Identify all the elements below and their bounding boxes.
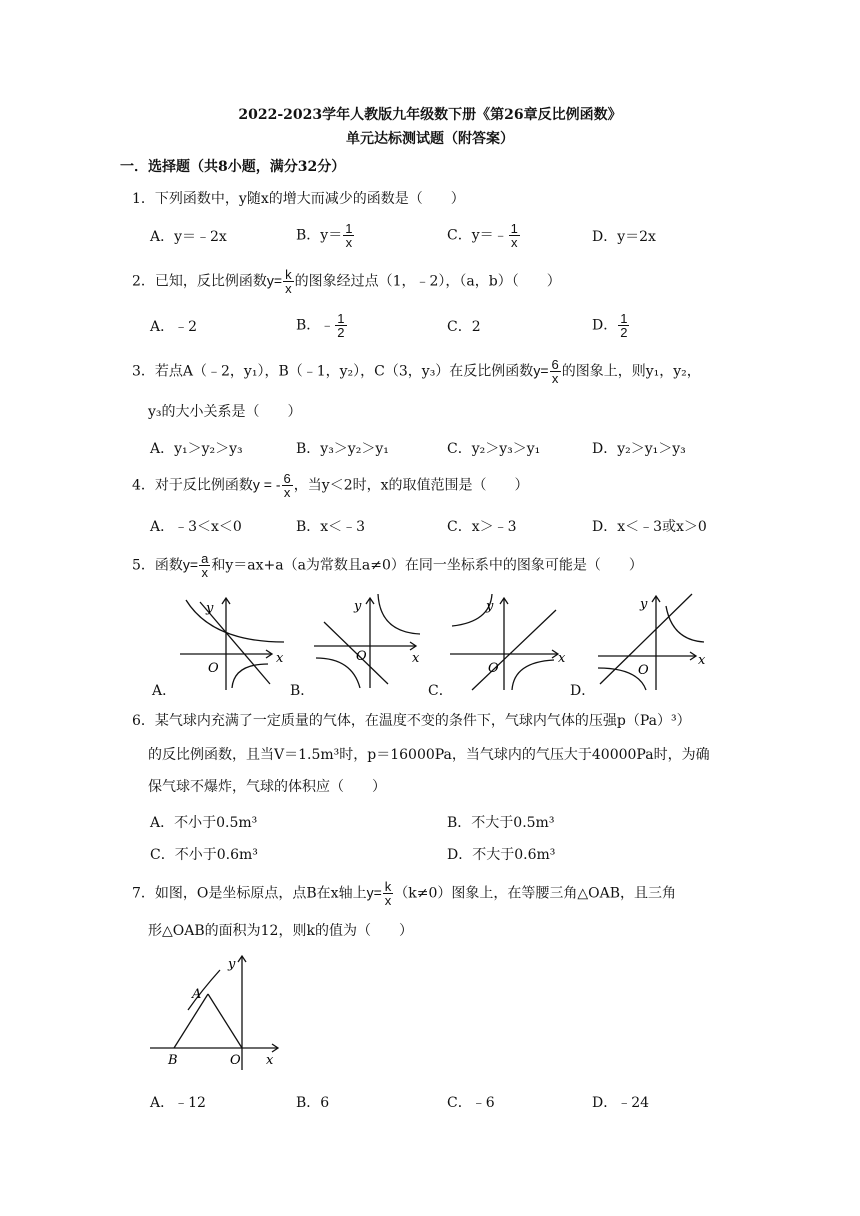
q5-graph-d-origin: O (638, 663, 649, 678)
q5-option-a: A． (152, 683, 177, 699)
q6-option-a: A．不小于0.5m³ (150, 815, 258, 831)
q5-graph-d (592, 588, 712, 692)
q5-graph-a-origin: O (208, 661, 219, 676)
q5-graph-c-y-label: y (486, 599, 494, 614)
q6-option-c: C．不小于0.6m³ (150, 847, 258, 863)
q7-figure (140, 950, 290, 1080)
q3-option-b: B．y₃＞y₂＞y₁ (296, 441, 389, 457)
q5-graph-c-x-label: x (558, 651, 566, 666)
q1-option-b: B．y＝ $\frac{1}{x}$ (296, 221, 353, 250)
q1-option-a: A．y＝﹣2x (150, 229, 227, 245)
q7-figure-point-b: B (168, 1053, 178, 1068)
q4-option-b: B．x＜﹣3 (296, 519, 366, 535)
q5-graph-a (172, 592, 292, 692)
q7-figure-x-label: x (266, 1053, 274, 1068)
q7-stem: 7．如图，O是坐标原点，点B在x轴上y= $\frac{k}{x}$ （k≠0）图象上，在等腰三角△OAB，且三角 (132, 879, 677, 908)
q4-stem: 4．对于反比例函数y = - $\frac{6}{x}$ ，当y＜2时，x的取值范围是（ ） (132, 471, 529, 500)
q2-option-b: B．﹣ $\frac{1}{2}$ (296, 311, 345, 340)
q5-graph-b-origin: O (356, 649, 367, 664)
q3-option-d: D．y₂＞y₁＞y₃ (592, 441, 686, 457)
section-heading: 一．选择题（共8小题，满分32分） (120, 159, 346, 175)
q1-option-d: D．y＝2x (592, 229, 656, 245)
q5-option-c: C． (428, 683, 453, 699)
q5-graph-b-y-label: y (354, 599, 362, 614)
q5-graph-d-y-label: y (640, 597, 648, 612)
q2-option-d: D． $\frac{1}{2}$ (592, 311, 628, 340)
doc-title-line1: 2022-2023学年人教版九年级数下册《第26章反比例函数》 (238, 107, 622, 123)
q7-stem-line2: 形△OAB的面积为12，则k的值为（ ） (148, 923, 413, 939)
q5-graph-b-x-label: x (412, 651, 420, 666)
q3-option-c: C．y₂＞y₃＞y₁ (447, 441, 541, 457)
q7-option-d: D．﹣24 (592, 1095, 650, 1111)
q2-stem: 2．已知，反比例函数y= $\frac{k}{x}$ 的图象经过点（1，﹣2），（a，b）（ ） (132, 267, 561, 296)
q5-option-d: D． (570, 683, 596, 699)
q5-graph-d-x-label: x (698, 653, 706, 668)
q5-graph-b (308, 592, 428, 692)
q4-option-a: A．﹣3＜x＜0 (150, 519, 242, 535)
q5-stem: 5．函数y= $\frac{a}{x}$ 和y＝ax+a（a为常数且a≠0）在同一坐标系中的图象可能是（ ） (132, 551, 643, 580)
doc-title-line2: 单元达标测试题（附答案） (346, 131, 514, 147)
q4-option-d: D．x＜﹣3或x＞0 (592, 519, 707, 535)
q5-graph-a-y-label: y (206, 601, 214, 616)
q5-graph-c-origin: O (488, 661, 499, 676)
q2-option-c: C．2 (447, 319, 481, 335)
q6-stem-line2: 的反比例函数，且当V＝1.5m³时，p＝16000Pa，当气球内的气压大于40000Pa时，为确 (148, 747, 710, 763)
q6-stem-line1: 6．某气球内充满了一定质量的气体，在温度不变的条件下，气球内气体的压强p（Pa）³） (132, 713, 691, 729)
q5-option-b: B． (290, 683, 315, 699)
q4-option-c: C．x＞﹣3 (447, 519, 517, 535)
q5-graph-c (446, 592, 576, 692)
q2-option-a: A．﹣2 (150, 319, 198, 335)
q3-option-a: A．y₁＞y₂＞y₃ (150, 441, 243, 457)
q1-stem: 1．下列函数中，y随x的增大而减少的函数是（ ） (132, 191, 465, 207)
q7-figure-point-a: A (192, 987, 202, 1002)
q6-option-b: B．不大于0.5m³ (447, 815, 555, 831)
q6-option-d: D．不大于0.6m³ (447, 847, 556, 863)
q7-figure-origin: O (230, 1053, 241, 1068)
q3-stem: 3．若点A（﹣2，y₁），B（﹣1，y₂），C（3，y₃）在反比例函数y= $\frac{6}{x}$ 的图象上，则y₁，y₂， (132, 357, 701, 386)
q3-stem-line2: y₃的大小关系是（ ） (148, 404, 302, 420)
q1-option-c: C．y＝﹣ $\frac{1}{x}$ (447, 221, 518, 250)
q7-figure-y-label: y (228, 957, 236, 972)
q5-graph-a-x-label: x (276, 651, 284, 666)
q7-option-b: B．6 (296, 1095, 330, 1111)
q6-stem-line3: 保气球不爆炸，气球的体积应（ ） (148, 779, 386, 795)
q7-option-c: C．﹣6 (447, 1095, 495, 1111)
q7-option-a: A．﹣12 (150, 1095, 206, 1111)
